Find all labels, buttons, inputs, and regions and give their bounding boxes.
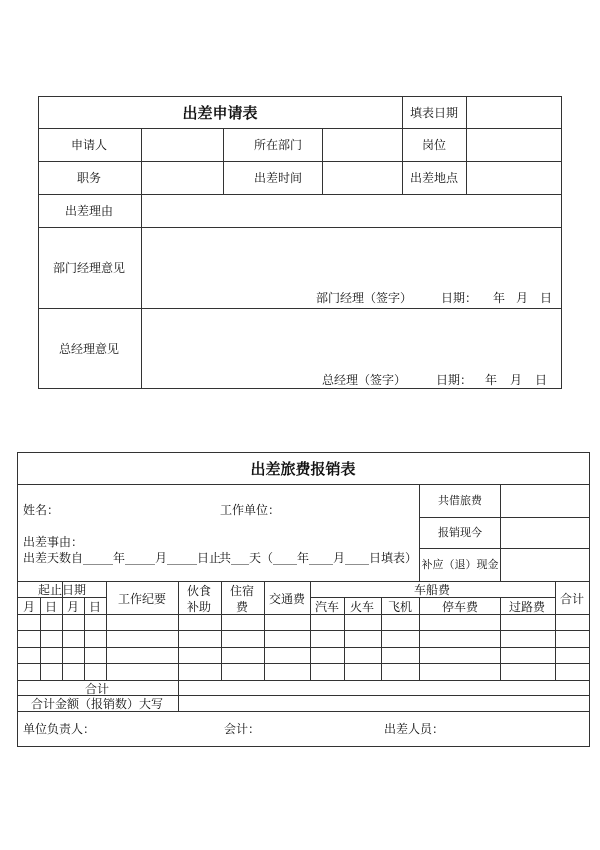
reason-field[interactable] xyxy=(142,195,561,227)
dept-day-label: 日 xyxy=(540,291,553,305)
rule xyxy=(17,581,590,582)
lodging-header-2: 费 xyxy=(235,600,249,614)
gm-date-label: 日期： xyxy=(436,373,473,387)
gm-opinion-field[interactable] xyxy=(142,309,561,371)
refund-field[interactable] xyxy=(501,549,589,581)
rule xyxy=(17,711,590,712)
subtotal-label: 合计 xyxy=(84,682,110,696)
rule xyxy=(419,484,420,581)
fill-date-label: 填表日期 xyxy=(409,106,459,120)
plane-header: 飞机 xyxy=(387,600,413,614)
toll-header: 过路费 xyxy=(508,600,546,614)
rule xyxy=(310,597,555,598)
col-month-header: 月 xyxy=(66,600,80,614)
dept-manager-label: 部门经理意见 xyxy=(52,261,126,275)
application-title: 出差申请表 xyxy=(182,104,258,122)
dept-manager-sign-label: 部门经理（签字） xyxy=(316,291,413,305)
applicant-label: 申请人 xyxy=(70,138,108,152)
department-field[interactable] xyxy=(323,129,402,161)
rule xyxy=(402,96,403,194)
gm-year-label: 年 xyxy=(485,373,498,387)
trip-time-label: 出差时间 xyxy=(253,171,303,185)
bus-header: 汽车 xyxy=(314,600,340,614)
trip-place-label: 出差地点 xyxy=(409,171,459,185)
position-label: 岗位 xyxy=(421,138,447,152)
dept-year-label: 年 xyxy=(493,291,506,305)
name-label: 姓名： xyxy=(23,503,60,517)
trip-time-field[interactable] xyxy=(323,162,402,194)
trip-place-field[interactable] xyxy=(467,162,561,194)
parking-header: 停车费 xyxy=(441,600,479,614)
total-amount-words-field[interactable] xyxy=(179,696,589,711)
subtotal-field[interactable] xyxy=(179,681,589,695)
dept-month-label: 月 xyxy=(516,291,529,305)
train-header: 火车 xyxy=(349,600,375,614)
dept-manager-opinion-field[interactable] xyxy=(142,228,561,290)
trip-days-line: 出差天数自_____年_____月_____日止 xyxy=(23,551,222,565)
reimbursed-cash-label: 报销现今 xyxy=(438,526,482,539)
department-label: 所在部门 xyxy=(253,138,303,152)
work-log-header: 工作纪要 xyxy=(117,592,167,606)
applicant-field[interactable] xyxy=(142,129,223,161)
trip-reason-field[interactable] xyxy=(84,528,414,548)
table-row[interactable] xyxy=(18,648,589,663)
duty-label: 职务 xyxy=(76,171,102,185)
gm-month-label: 月 xyxy=(510,373,523,387)
rule xyxy=(223,128,224,194)
total-header: 合计 xyxy=(559,592,585,606)
gm-sign-label: 总经理（签字） xyxy=(322,373,407,387)
borrowed-field[interactable] xyxy=(501,485,589,517)
table-row[interactable] xyxy=(18,615,589,630)
meal-allowance-header: 伙食 xyxy=(186,584,212,598)
work-unit-field[interactable] xyxy=(282,496,412,518)
gm-label: 总经理意见 xyxy=(58,342,120,356)
total-amount-words-label: 合计金额（报销数）大写 xyxy=(30,697,164,711)
duty-field[interactable] xyxy=(142,162,223,194)
reimbursement-title: 出差旅费报销表 xyxy=(250,460,356,478)
fill-date-field[interactable] xyxy=(467,97,561,128)
table-row[interactable] xyxy=(18,664,589,680)
col-month-header: 月 xyxy=(22,600,36,614)
position-field[interactable] xyxy=(467,129,561,161)
reimbursed-cash-field[interactable] xyxy=(501,518,589,548)
lodging-header: 住宿 xyxy=(229,584,255,598)
name-field[interactable] xyxy=(60,496,200,518)
vehicle-fee-header: 车船费 xyxy=(413,583,451,597)
trip-total-days-line: 共___天（____年____月____日填表） xyxy=(219,551,418,565)
col-day-header: 日 xyxy=(88,600,102,614)
date-range-header: 起止日期 xyxy=(37,583,87,597)
traveler-label: 出差人员： xyxy=(384,722,445,736)
reason-label: 出差理由 xyxy=(64,204,114,218)
gm-day-label: 日 xyxy=(535,373,548,387)
refund-label: 补应（退）现金 xyxy=(421,558,499,571)
borrowed-label: 共借旅费 xyxy=(438,494,482,507)
transport-header: 交通费 xyxy=(268,592,306,606)
dept-date-label: 日期： xyxy=(441,291,478,305)
table-row[interactable] xyxy=(18,631,589,647)
col-day-header: 日 xyxy=(44,600,58,614)
unit-head-label: 单位负责人： xyxy=(23,722,96,736)
meal-allowance-header-2: 补助 xyxy=(186,600,212,614)
trip-reason-label: 出差事由： xyxy=(23,535,84,549)
accountant-label: 会计： xyxy=(224,722,261,736)
work-unit-label: 工作单位： xyxy=(220,503,281,517)
